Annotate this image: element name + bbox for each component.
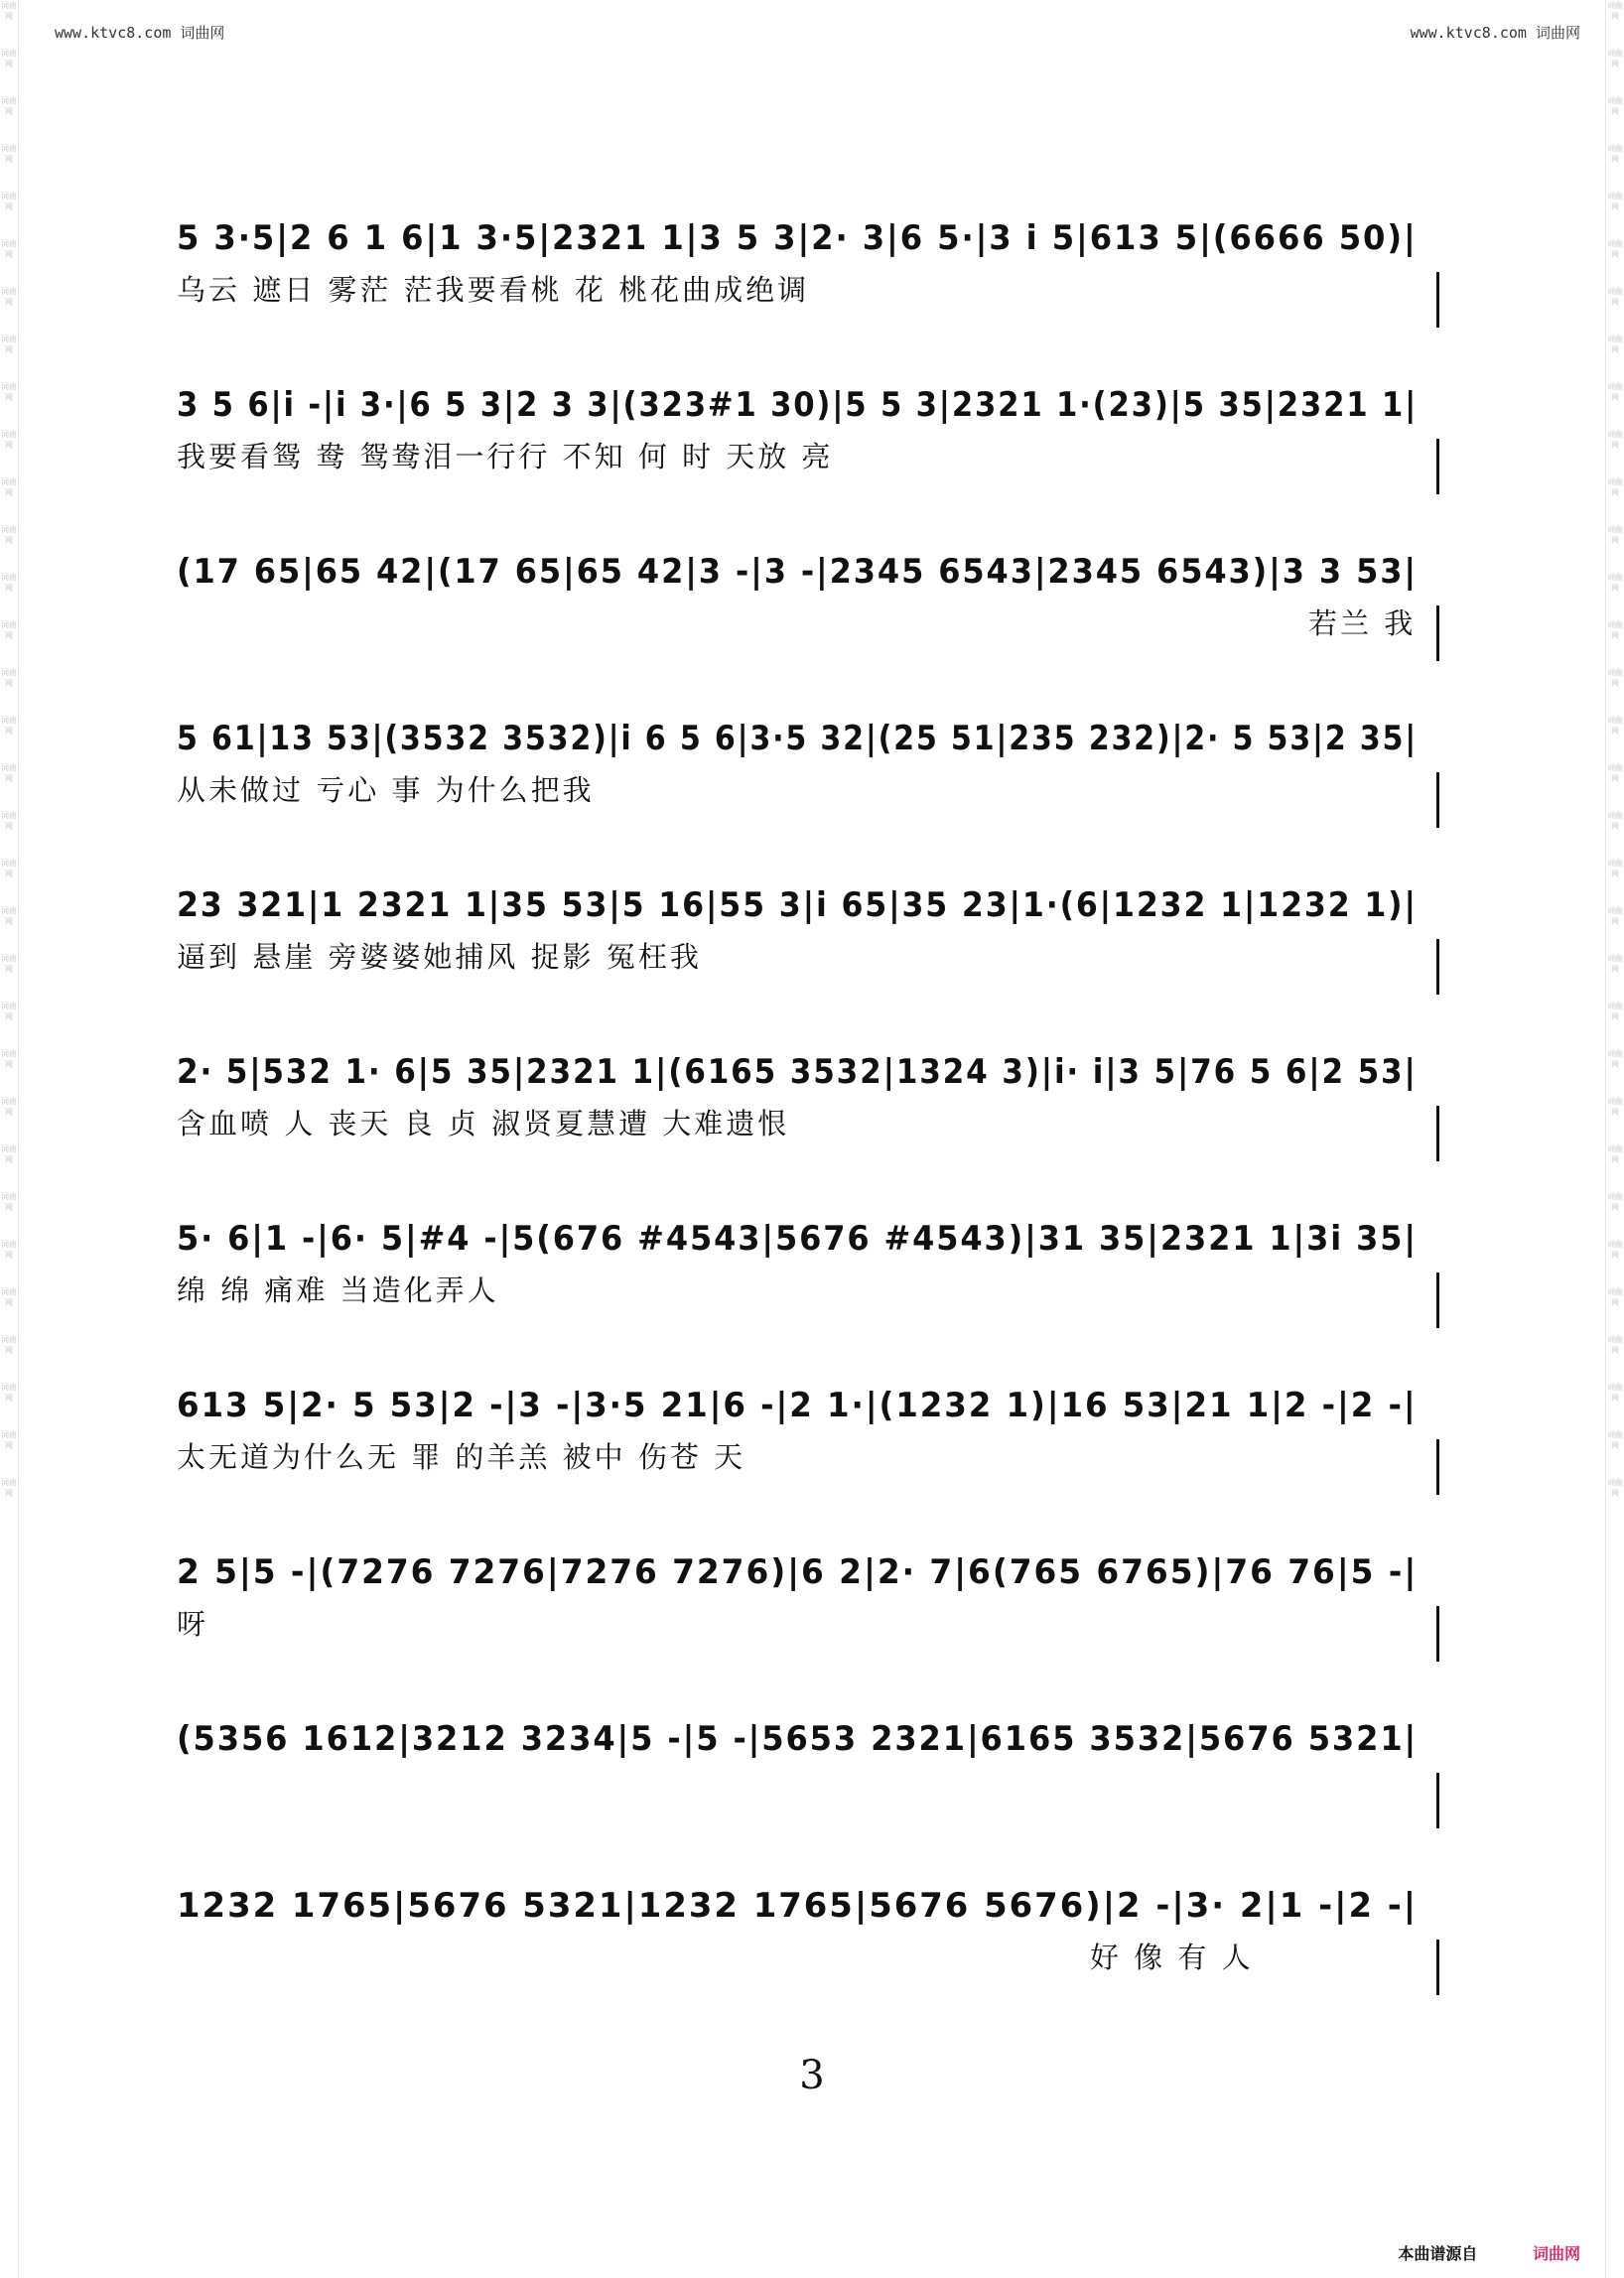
watermark-text: 词曲网: [1607, 1430, 1623, 1450]
notation-text: 3 5 6|i -|i 3·|6 5 3|2 3 3|(323#1 30)|5 5 3|2321 1·(23)|5 35|2321 1|: [177, 385, 1419, 425]
lyric-text: 逼到 悬崖 旁婆婆她捕风 捉影 冤枉我: [177, 940, 702, 974]
watermark-text: 词曲网: [1, 954, 17, 974]
watermark-text: 词曲网: [1607, 1049, 1623, 1069]
watermark-text: 词曲网: [1607, 1335, 1623, 1355]
watermark-text: 词曲网: [1607, 716, 1623, 736]
watermark-text: 词曲网: [1, 430, 17, 450]
watermark-text: 词曲网: [1, 1430, 17, 1450]
watermark-text: 词曲网: [1, 1478, 17, 1498]
watermark-text: 词曲网: [1607, 287, 1623, 307]
score-line: [177, 816, 1439, 983]
notation-text: 23 321|1 2321 1|35 53|5 16|55 3|i 65|35 23|1·(6|1232 1|1232 1)|: [177, 885, 1418, 925]
watermark-text: 词曲网: [1, 1, 17, 21]
score-line: [177, 482, 1439, 649]
notation-text: 5 61|13 53|(3532 3532)|i 6 5 6|3·5 32|(25 51|235 232)|2· 5 53|2 35|: [177, 719, 1419, 758]
score-line: [177, 1650, 1439, 1816]
lyric-text: 乌云 遮日 雾茫 茫我要看桃 花 桃花曲成绝调: [177, 273, 810, 307]
watermark-text: 词曲网: [1, 811, 17, 831]
notation-text: 2 5|5 -|(7276 7276|7276 7276)|6 2|2· 7|6(765 6765)|76 76|5 -|: [177, 1552, 1419, 1592]
watermark-text: 词曲网: [1, 1002, 17, 1021]
notation-text: (17 65|65 42|(17 65|65 42|3 -|3 -|2345 6543|2345 6543)|3 3 53|: [177, 552, 1418, 592]
score-sheet: [177, 149, 1439, 1983]
right-watermark-strip: [1605, 0, 1624, 2278]
lyric-text: 从未做过 亏心 事 为什么把我: [177, 773, 595, 807]
notation-row: [177, 1211, 1439, 1267]
watermark-text: 词曲网: [1, 1144, 17, 1164]
watermark-text: 词曲网: [1, 906, 17, 926]
watermark-text: 词曲网: [1, 716, 17, 736]
watermark-text: 词曲网: [1, 477, 17, 497]
watermark-text: 词曲网: [1607, 1287, 1623, 1307]
watermark-text: 词曲网: [1, 239, 17, 259]
footer-source-label: 本曲谱源自: [1398, 2244, 1478, 2263]
notation-row: [177, 711, 1439, 766]
watermark-text: 词曲网: [1607, 525, 1623, 545]
watermark-text: 词曲网: [1, 525, 17, 545]
watermark-text: 词曲网: [1607, 382, 1623, 402]
watermark-text: 词曲网: [1607, 1478, 1623, 1498]
notation-text: 5 3·5|2 6 1 6|1 3·5|2321 1|3 5 3|2· 3|6 5·|3 i 5|613 5|(6666 50)|: [177, 218, 1418, 258]
watermark-text: 词曲网: [1607, 954, 1623, 974]
notation-text: 613 5|2· 5 53|2 -|3 -|3·5 21|6 -|2 1·|(1232 1)|16 53|21 1|2 -|2 -|: [177, 1386, 1418, 1425]
watermark-text: 词曲网: [1, 144, 17, 164]
score-line: [177, 1316, 1439, 1483]
barline-end: [1436, 1940, 1439, 1995]
watermark-text: 词曲网: [1, 192, 17, 211]
watermark-text: 词曲网: [1607, 477, 1623, 497]
watermark-text: 词曲网: [1, 620, 17, 640]
watermark-text: 词曲网: [1607, 1192, 1623, 1212]
watermark-text: 词曲网: [1607, 96, 1623, 116]
page-number: 3: [799, 2053, 825, 2098]
notation-text: (5356 1612|3212 3234|5 -|5 -|5653 2321|6165 3532|5676 5321|: [177, 1719, 1419, 1759]
watermark-text: 词曲网: [1607, 859, 1623, 878]
watermark-text: 词曲网: [1, 859, 17, 878]
watermark-text: 词曲网: [1607, 1, 1623, 21]
score-line: [177, 983, 1439, 1149]
notation-row: [177, 1544, 1439, 1600]
watermark-text: 词曲网: [1607, 763, 1623, 783]
watermark-text: 词曲网: [1, 287, 17, 307]
watermark-text: 词曲网: [1607, 811, 1623, 831]
watermark-text: 词曲网: [1607, 144, 1623, 164]
watermark-text: 词曲网: [1, 96, 17, 116]
watermark-text: 词曲网: [1607, 1144, 1623, 1164]
notation-row: [177, 377, 1439, 433]
score-line: [177, 316, 1439, 482]
notation-text: 2· 5|532 1· 6|5 35|2321 1|(6165 3532|1324 3)|i· i|3 5|76 5 6|2 53|: [177, 1052, 1418, 1092]
lyric-text: 我要看鸳 鸯 鸳鸯泪一行行 不知 何 时 天放 亮: [177, 440, 834, 473]
notation-text: 5· 6|1 -|6· 5|#4 -|5(676 #4543|5676 #4543)|31 35|2321 1|3i 35|: [177, 1219, 1418, 1259]
notation-row: [177, 210, 1439, 266]
lyric-text: 呀: [177, 1607, 209, 1641]
watermark-text: 词曲网: [1607, 573, 1623, 593]
lyric-text: 含血喷 人 丧天 良 贞 淑贤夏慧遭 大难遗恨: [177, 1107, 790, 1140]
lyric-text: 太无道为什么无 罪 的羊羔 被中 伤苍 天: [177, 1440, 746, 1474]
watermark-text: 词曲网: [1607, 239, 1623, 259]
notation-row: [177, 1044, 1439, 1100]
watermark-text: 词曲网: [1607, 192, 1623, 211]
score-line: [177, 149, 1439, 316]
watermark-text: 词曲网: [1607, 1240, 1623, 1260]
notation-text: 1232 1765|5676 5321|1232 1765|5676 5676)|2 -|3· 2|1 -|2 -|: [177, 1886, 1419, 1926]
header-site-left: www.ktvc8.com 词曲网: [55, 24, 225, 42]
watermark-text: 词曲网: [1607, 620, 1623, 640]
footer-brand-link[interactable]: 词曲网: [1532, 2244, 1580, 2263]
score-line: [177, 1483, 1439, 1650]
watermark-text: 词曲网: [1607, 1383, 1623, 1403]
watermark-text: 词曲网: [1607, 1097, 1623, 1117]
watermark-text: 词曲网: [1, 1335, 17, 1355]
watermark-text: 词曲网: [1607, 430, 1623, 450]
lyric-text: 好 像 有 人: [1090, 1941, 1254, 1974]
watermark-text: 词曲网: [1607, 49, 1623, 68]
watermark-text: 词曲网: [1, 1049, 17, 1069]
watermark-text: 词曲网: [1, 1097, 17, 1117]
left-watermark-strip: [0, 0, 19, 2278]
watermark-text: 词曲网: [1, 1240, 17, 1260]
watermark-text: 词曲网: [1, 1192, 17, 1212]
watermark-text: 词曲网: [1, 668, 17, 688]
watermark-text: 词曲网: [1607, 1002, 1623, 1021]
notation-row: [177, 1711, 1439, 1767]
score-line: [177, 1149, 1439, 1316]
notation-row: [177, 544, 1439, 600]
score-line: [177, 649, 1439, 816]
lyric-text: 若兰 我: [1308, 606, 1417, 640]
notation-row: [177, 877, 1439, 933]
notation-row: [177, 1878, 1439, 1934]
watermark-text: 词曲网: [1, 1383, 17, 1403]
footer-source: [1398, 2241, 1580, 2264]
watermark-text: 词曲网: [1, 382, 17, 402]
watermark-text: 词曲网: [1, 1287, 17, 1307]
lyric-text: 绵 绵 痛难 当造化弄人: [177, 1273, 499, 1307]
score-line: [177, 1816, 1439, 1983]
watermark-text: 词曲网: [1, 763, 17, 783]
watermark-text: 词曲网: [1607, 906, 1623, 926]
watermark-text: 词曲网: [1607, 668, 1623, 688]
watermark-text: 词曲网: [1, 573, 17, 593]
watermark-text: 词曲网: [1, 335, 17, 354]
header-site-right: www.ktvc8.com 词曲网: [1410, 24, 1580, 42]
watermark-text: 词曲网: [1607, 335, 1623, 354]
watermark-text: 词曲网: [1, 49, 17, 68]
notation-row: [177, 1378, 1439, 1433]
